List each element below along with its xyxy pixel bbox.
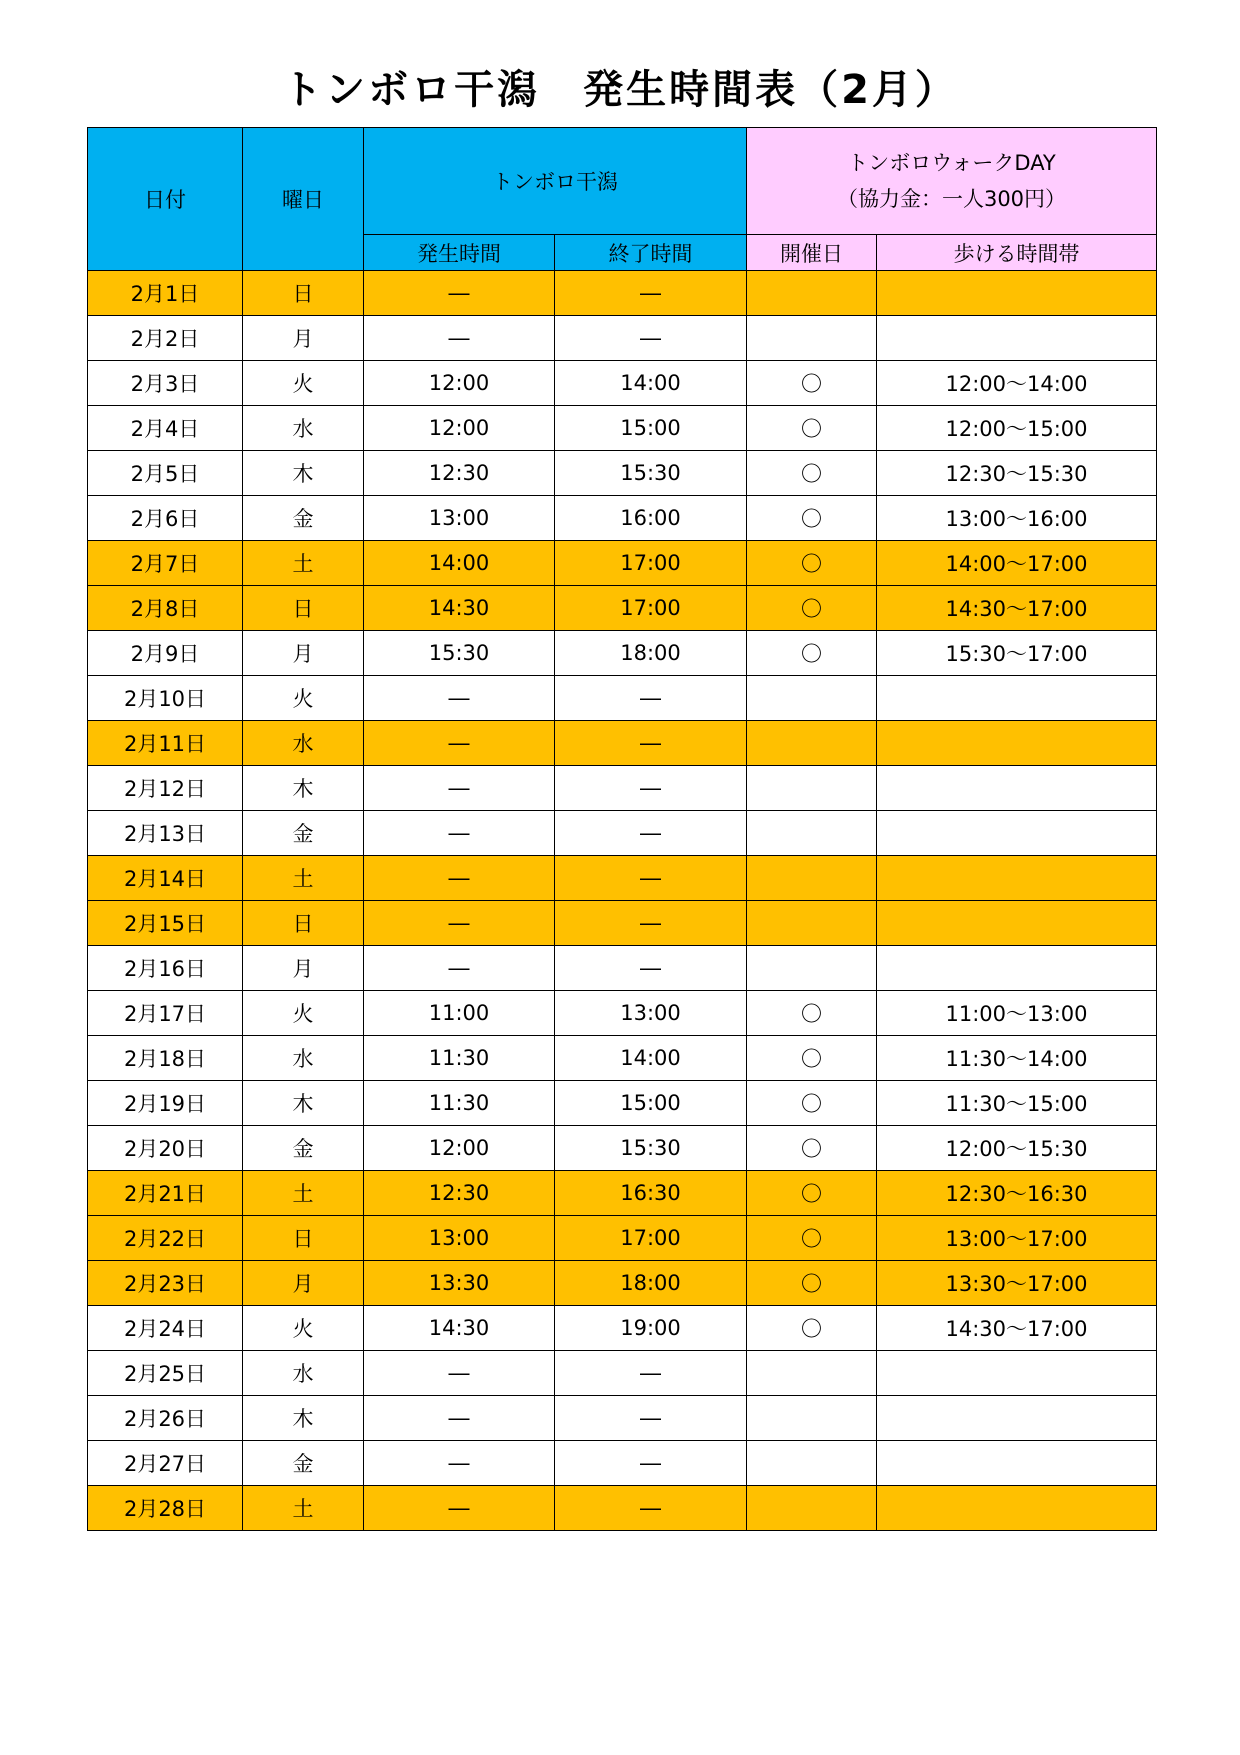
cell-walk-hours: 11:00～13:00 [877,991,1157,1036]
table-row [88,271,1157,316]
table-row [88,1036,1157,1081]
cell-held-mark: 〇 [747,1306,877,1351]
cell-weekday: 土 [243,1486,364,1531]
cell-start-time: 12:00 [364,361,555,406]
cell-end-time: 19:00 [555,1306,747,1351]
cell-weekday: 日 [243,586,364,631]
cell-end-time: 15:30 [555,451,747,496]
cell-held-mark: 〇 [747,1216,877,1261]
cell-start-time: 12:30 [364,1171,555,1216]
cell-walk-hours [877,901,1157,946]
table-row [88,811,1157,856]
cell-walk-hours: 12:30～15:30 [877,451,1157,496]
table-row [88,1216,1157,1261]
cell-end-time: ― [555,316,747,361]
cell-start-time: 14:30 [364,1306,555,1351]
cell-end-time: 15:30 [555,1126,747,1171]
cell-end-time: ― [555,901,747,946]
cell-held-mark [747,1486,877,1531]
cell-end-time: 18:00 [555,1261,747,1306]
cell-end-time: 16:00 [555,496,747,541]
cell-date: 2月3日 [88,361,243,406]
cell-weekday: 月 [243,316,364,361]
cell-end-time: ― [555,1486,747,1531]
cell-start-time: 15:30 [364,631,555,676]
cell-held-mark [747,766,877,811]
cell-date: 2月13日 [88,811,243,856]
cell-weekday: 火 [243,676,364,721]
cell-walk-hours [877,316,1157,361]
cell-start-time: ― [364,1486,555,1531]
cell-start-time: 12:00 [364,1126,555,1171]
cell-end-time: ― [555,1351,747,1396]
cell-start-time: 12:30 [364,451,555,496]
table-row [88,721,1157,766]
table-row [88,901,1157,946]
cell-date: 2月23日 [88,1261,243,1306]
header-end-time: 終了時間 [555,235,747,271]
header-tombolo-group: トンボロ干潟 [364,128,747,235]
cell-date: 2月10日 [88,676,243,721]
cell-weekday: 月 [243,1261,364,1306]
cell-held-mark: 〇 [747,1126,877,1171]
cell-weekday: 土 [243,1171,364,1216]
cell-start-time: 14:00 [364,541,555,586]
page-title: トンボロ干潟 発生時間表（2月） [282,67,958,113]
cell-date: 2月16日 [88,946,243,991]
cell-start-time: ― [364,271,555,316]
cell-held-mark [747,676,877,721]
table-row [88,766,1157,811]
cell-date: 2月12日 [88,766,243,811]
cell-end-time: ― [555,1396,747,1441]
cell-walk-hours: 11:30～15:00 [877,1081,1157,1126]
table-row [88,496,1157,541]
cell-date: 2月20日 [88,1126,243,1171]
cell-date: 2月14日 [88,856,243,901]
cell-held-mark: 〇 [747,451,877,496]
cell-walk-hours: 12:00～15:00 [877,406,1157,451]
table-row [88,406,1157,451]
cell-end-time: ― [555,946,747,991]
cell-end-time: 17:00 [555,1216,747,1261]
cell-weekday: 火 [243,361,364,406]
cell-walk-hours: 14:30～17:00 [877,1306,1157,1351]
cell-held-mark: 〇 [747,406,877,451]
cell-held-mark [747,1351,877,1396]
table-row [88,946,1157,991]
cell-walk-hours: 13:30～17:00 [877,1261,1157,1306]
header-walk-hours: 歩ける時間帯 [877,235,1157,271]
cell-date: 2月26日 [88,1396,243,1441]
cell-date: 2月11日 [88,721,243,766]
cell-held-mark [747,946,877,991]
cell-date: 2月17日 [88,991,243,1036]
cell-date: 2月24日 [88,1306,243,1351]
cell-start-time: 11:30 [364,1081,555,1126]
cell-end-time: 17:00 [555,586,747,631]
cell-start-time: 13:30 [364,1261,555,1306]
cell-walk-hours: 12:00～15:30 [877,1126,1157,1171]
cell-walk-hours [877,1441,1157,1486]
table-row [88,1126,1157,1171]
cell-start-time: 11:00 [364,991,555,1036]
cell-weekday: 水 [243,1036,364,1081]
cell-weekday: 金 [243,811,364,856]
cell-weekday: 月 [243,631,364,676]
cell-walk-hours: 13:00～17:00 [877,1216,1157,1261]
cell-date: 2月6日 [88,496,243,541]
header-row-top [88,128,1157,235]
cell-end-time: ― [555,811,747,856]
cell-held-mark: 〇 [747,361,877,406]
cell-start-time: 11:30 [364,1036,555,1081]
cell-held-mark: 〇 [747,1261,877,1306]
cell-walk-hours: 11:30～14:00 [877,1036,1157,1081]
cell-end-time: 18:00 [555,631,747,676]
cell-held-mark [747,1441,877,1486]
cell-walk-hours: 14:30～17:00 [877,586,1157,631]
cell-weekday: 水 [243,406,364,451]
cell-walk-hours [877,811,1157,856]
cell-start-time: 12:00 [364,406,555,451]
cell-held-mark [747,901,877,946]
header-start-time: 発生時間 [364,235,555,271]
cell-end-time: 14:00 [555,1036,747,1081]
table-row [88,1171,1157,1216]
cell-date: 2月27日 [88,1441,243,1486]
cell-held-mark: 〇 [747,1081,877,1126]
schedule-table [87,127,1157,1531]
cell-weekday: 金 [243,496,364,541]
cell-start-time: ― [364,1441,555,1486]
cell-walk-hours [877,946,1157,991]
cell-weekday: 日 [243,901,364,946]
cell-held-mark [747,856,877,901]
cell-weekday: 日 [243,1216,364,1261]
cell-date: 2月28日 [88,1486,243,1531]
table-row [88,316,1157,361]
cell-walk-hours [877,1351,1157,1396]
cell-end-time: 13:00 [555,991,747,1036]
cell-start-time: ― [364,316,555,361]
cell-weekday: 水 [243,721,364,766]
cell-weekday: 土 [243,856,364,901]
cell-start-time: ― [364,1351,555,1396]
table-row [88,1396,1157,1441]
cell-start-time: ― [364,676,555,721]
cell-held-mark: 〇 [747,586,877,631]
cell-held-mark: 〇 [747,1036,877,1081]
cell-held-mark [747,721,877,766]
table-row [88,676,1157,721]
cell-end-time: 16:30 [555,1171,747,1216]
cell-start-time: ― [364,811,555,856]
header-held-day: 開催日 [747,235,877,271]
cell-end-time: ― [555,856,747,901]
cell-held-mark [747,316,877,361]
cell-start-time: ― [364,1396,555,1441]
cell-end-time: ― [555,1441,747,1486]
header-weekday: 曜日 [243,128,364,271]
cell-walk-hours [877,766,1157,811]
cell-weekday: 木 [243,451,364,496]
cell-weekday: 金 [243,1441,364,1486]
cell-start-time: ― [364,721,555,766]
cell-start-time: ― [364,856,555,901]
cell-end-time: ― [555,721,747,766]
cell-end-time: ― [555,676,747,721]
cell-weekday: 木 [243,1396,364,1441]
cell-walk-hours [877,721,1157,766]
cell-held-mark: 〇 [747,631,877,676]
cell-held-mark [747,271,877,316]
cell-weekday: 日 [243,271,364,316]
cell-weekday: 土 [243,541,364,586]
header-walk-title: トンボロウォークDAY [847,151,1056,175]
table-row [88,856,1157,901]
cell-date: 2月5日 [88,451,243,496]
cell-weekday: 木 [243,766,364,811]
table-row [88,1351,1157,1396]
cell-weekday: 月 [243,946,364,991]
cell-weekday: 木 [243,1081,364,1126]
table-row [88,451,1157,496]
cell-end-time: ― [555,766,747,811]
cell-walk-hours [877,676,1157,721]
cell-held-mark: 〇 [747,1171,877,1216]
table-row [88,991,1157,1036]
cell-walk-hours: 13:00～16:00 [877,496,1157,541]
cell-end-time: 14:00 [555,361,747,406]
cell-start-time: ― [364,946,555,991]
cell-walk-hours [877,1486,1157,1531]
cell-date: 2月15日 [88,901,243,946]
cell-date: 2月22日 [88,1216,243,1261]
cell-walk-hours: 12:00～14:00 [877,361,1157,406]
cell-date: 2月18日 [88,1036,243,1081]
table-row [88,631,1157,676]
cell-walk-hours [877,1396,1157,1441]
cell-date: 2月19日 [88,1081,243,1126]
cell-held-mark [747,811,877,856]
table-row [88,541,1157,586]
cell-weekday: 火 [243,1306,364,1351]
cell-start-time: 13:00 [364,496,555,541]
cell-held-mark: 〇 [747,541,877,586]
cell-start-time: ― [364,901,555,946]
header-walk-group [747,128,1157,235]
table-row [88,586,1157,631]
cell-weekday: 火 [243,991,364,1036]
cell-walk-hours: 12:30～16:30 [877,1171,1157,1216]
header-walk-fee: （協力金：一人300円） [836,187,1067,211]
cell-date: 2月21日 [88,1171,243,1216]
table-row [88,1486,1157,1531]
cell-held-mark: 〇 [747,496,877,541]
cell-start-time: 13:00 [364,1216,555,1261]
table-row [88,361,1157,406]
cell-end-time: 17:00 [555,541,747,586]
table-row [88,1261,1157,1306]
cell-date: 2月8日 [88,586,243,631]
cell-date: 2月7日 [88,541,243,586]
cell-date: 2月9日 [88,631,243,676]
cell-walk-hours [877,271,1157,316]
cell-start-time: ― [364,766,555,811]
cell-start-time: 14:30 [364,586,555,631]
table-row [88,1441,1157,1486]
cell-end-time: 15:00 [555,406,747,451]
cell-walk-hours: 15:30～17:00 [877,631,1157,676]
cell-date: 2月4日 [88,406,243,451]
cell-weekday: 水 [243,1351,364,1396]
cell-date: 2月2日 [88,316,243,361]
header-date: 日付 [88,128,243,271]
cell-weekday: 金 [243,1126,364,1171]
cell-held-mark: 〇 [747,991,877,1036]
cell-end-time: 15:00 [555,1081,747,1126]
cell-date: 2月25日 [88,1351,243,1396]
cell-walk-hours: 14:00～17:00 [877,541,1157,586]
table-row [88,1081,1157,1126]
cell-date: 2月1日 [88,271,243,316]
table-row [88,1306,1157,1351]
cell-end-time: ― [555,271,747,316]
cell-held-mark [747,1396,877,1441]
cell-walk-hours [877,856,1157,901]
